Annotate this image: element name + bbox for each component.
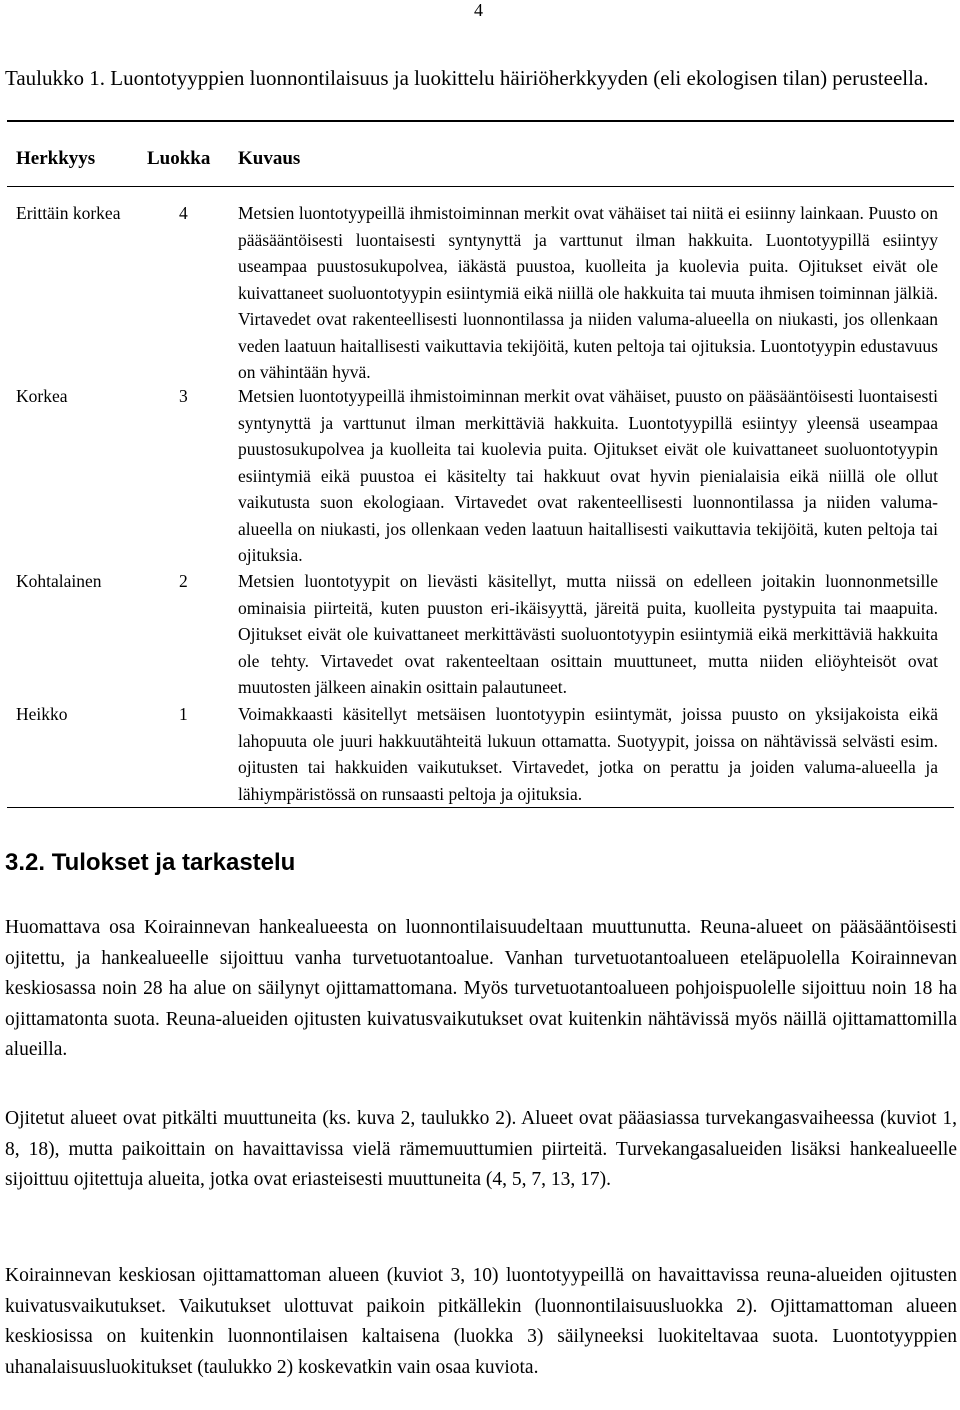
row-class: 2 [179,571,188,591]
row-description: Metsien luontotyypeillä ihmistoiminnan merkit ovat vähäiset, puusto on pääsääntöisesti luontaisesti syntynyttä ja varttunut ilman merkittäviä hakkuita. Luontotyypillä esiintyy yleensä useampaa puustosukupolvea ja kuolleita tai kuolevia puita. Ojitukset eivät ole kuivattaneet suoluontotyypin esiintymiä eikä puustoa ei käsitelty tai hakkuut ovat hyvin pienialaisia eikä niillä ole ollut vaikutusta suon ekologiaan. Virtavedet ovat rakenteellisesti luonnontilassa ja niiden valuma-alueella on niukasti, jos ollenkaan veden laatuun haitallisesti vaikuttavia tekijöitä, kuten peltoja tai ojituksia. [238,386,938,565]
header-sensitivity: Herkkyys [16,148,96,169]
page-number: 4 [474,0,483,20]
row-description: Metsien luontotyypit on lievästi käsitellyt, mutta niissä on edelleen joitakin luonnonmetsille ominaisia piirteitä, kuten puuston eri-ikäisyyttä, järeitä puita, kuolleita pystypuita tai maapuita. Ojitukset eivät ole kuivattaneet merkittävästi suoluontotyypin esiintymiä eikä merkittäviä hakkuita ole tehty. Virtavedet ovat rakenteeltaan osittain muuttuneet, mutta niiden eliöyhteisöt ovat muutosten jälkeen ainakin osittain palautuneet. [238,571,938,697]
row-sensitivity: Kohtalainen [16,571,102,591]
table-top-rule [7,120,954,122]
table-header-rule [7,186,954,187]
table-bottom-rule [7,807,954,808]
table-caption: Taulukko 1. Luontotyyppien luonnontilaisuus ja luokittelu häiriöherkkyyden (eli ekologisen tilan) perusteella. [5,66,929,90]
row-sensitivity: Heikko [16,704,68,724]
paragraph: Ojitetut alueet ovat pitkälti muuttuneita (ks. kuva 2, taulukko 2). Alueet ovat pääasiassa turvekangasvaiheessa (kuviot 1, 8, 18), mutta paikoittain on havaittavissa vielä rämemuuttumien piirteitä. Turvekangasalueiden lisäksi hankealueelle sijoittuu ojitettuja alueita, jotka ovat eriasteisesti muuttuneita (4, 5, 7, 13, 17). [5,1108,957,1190]
row-sensitivity: Erittäin korkea [16,203,121,223]
row-sensitivity: Korkea [16,386,68,406]
section-heading: 3.2. Tulokset ja tarkastelu [5,849,296,876]
paragraph: Koirainnevan keskiosan ojittamattoman alueen (kuviot 3, 10) luontotyypeillä on havaittavissa reuna-alueiden ojitusten kuivatusvaikutukset. Vaikutukset ulottuvat paikoin pitkällekin (luonnontilaisuusluokka 2). Ojittamattoman alueen keskiosissa on kuitenkin luonnontilaisen kaltaisena (luokka 3) säilyneeksi luokiteltavaa suota. Luontotyyppien uhanalaisuusluokitukset (taulukko 2) koskevatkin vain osaa kuviota. [5,1265,957,1378]
row-class: 4 [179,203,188,223]
row-description: Voimakkaasti käsitellyt metsäisen luontotyypin esiintymät, joissa puusto on yksijakoista eikä lahopuuta ole juuri hakkuutähteitä lukuun ottamatta. Suotyypit, joissa on nähtävissä selvästi esim. ojitusten tai hakkuiden vaikutukset. Virtavedet, jotka on perattu ja joiden valuma-alueella ja lähiympäristössä on runsaasti peltoja ja ojituksia. [238,704,938,804]
row-class: 1 [179,704,188,724]
paragraph: Huomattava osa Koirainnevan hankealueesta on luonnontilaisuudeltaan muuttunutta. Reuna-alueet on pääsääntöisesti ojitettu, ja hankealueelle sijoittuu vanha turvetuotantoalue. Vanhan turvetuotantoalueen eteläpuolella Koirainnevan keskiosassa noin 28 ha alue on säilynyt ojittamattomana. Myös turvetuotantoalueen pohjoispuolelle sijoittuu noin 18 ha ojittamatonta suota. Reuna-alueiden ojitusten kuivatusvaikutukset ovat kuitenkin nähtävissä myös näillä ojittamattomilla alueilla. [5,917,957,1060]
table-header [16,148,936,170]
row-description: Metsien luontotyypeillä ihmistoiminnan merkit ovat vähäiset tai niitä ei esiinny lainkaan. Puusto on pääsääntöisesti luontaisesti syntynyttä ja varttunut ilman hakkuita. Luontotyypillä esiintyy useampaa puustosukupolvea, iäkästä puustoa, kuolleita ja kuolevia puita. Ojitukset eivät ole kuivattaneet suoluontotyypin esiintymiä eikä niillä ole hakkuita tai muuta ihmisen toiminnan jälkiä. Virtavedet ovat rakenteellisesti luonnontilassa ja niiden valuma-alueella on niukasti, jos ollenkaan veden laatuun haitallisesti vaikuttavia tekijöitä, kuten peltoja tai ojituksia. Luontotyypin edustavuus on vähintään hyvä. [238,203,938,382]
header-description: Kuvaus [238,148,301,169]
header-class: Luokka [147,148,211,169]
row-class: 3 [179,386,188,406]
